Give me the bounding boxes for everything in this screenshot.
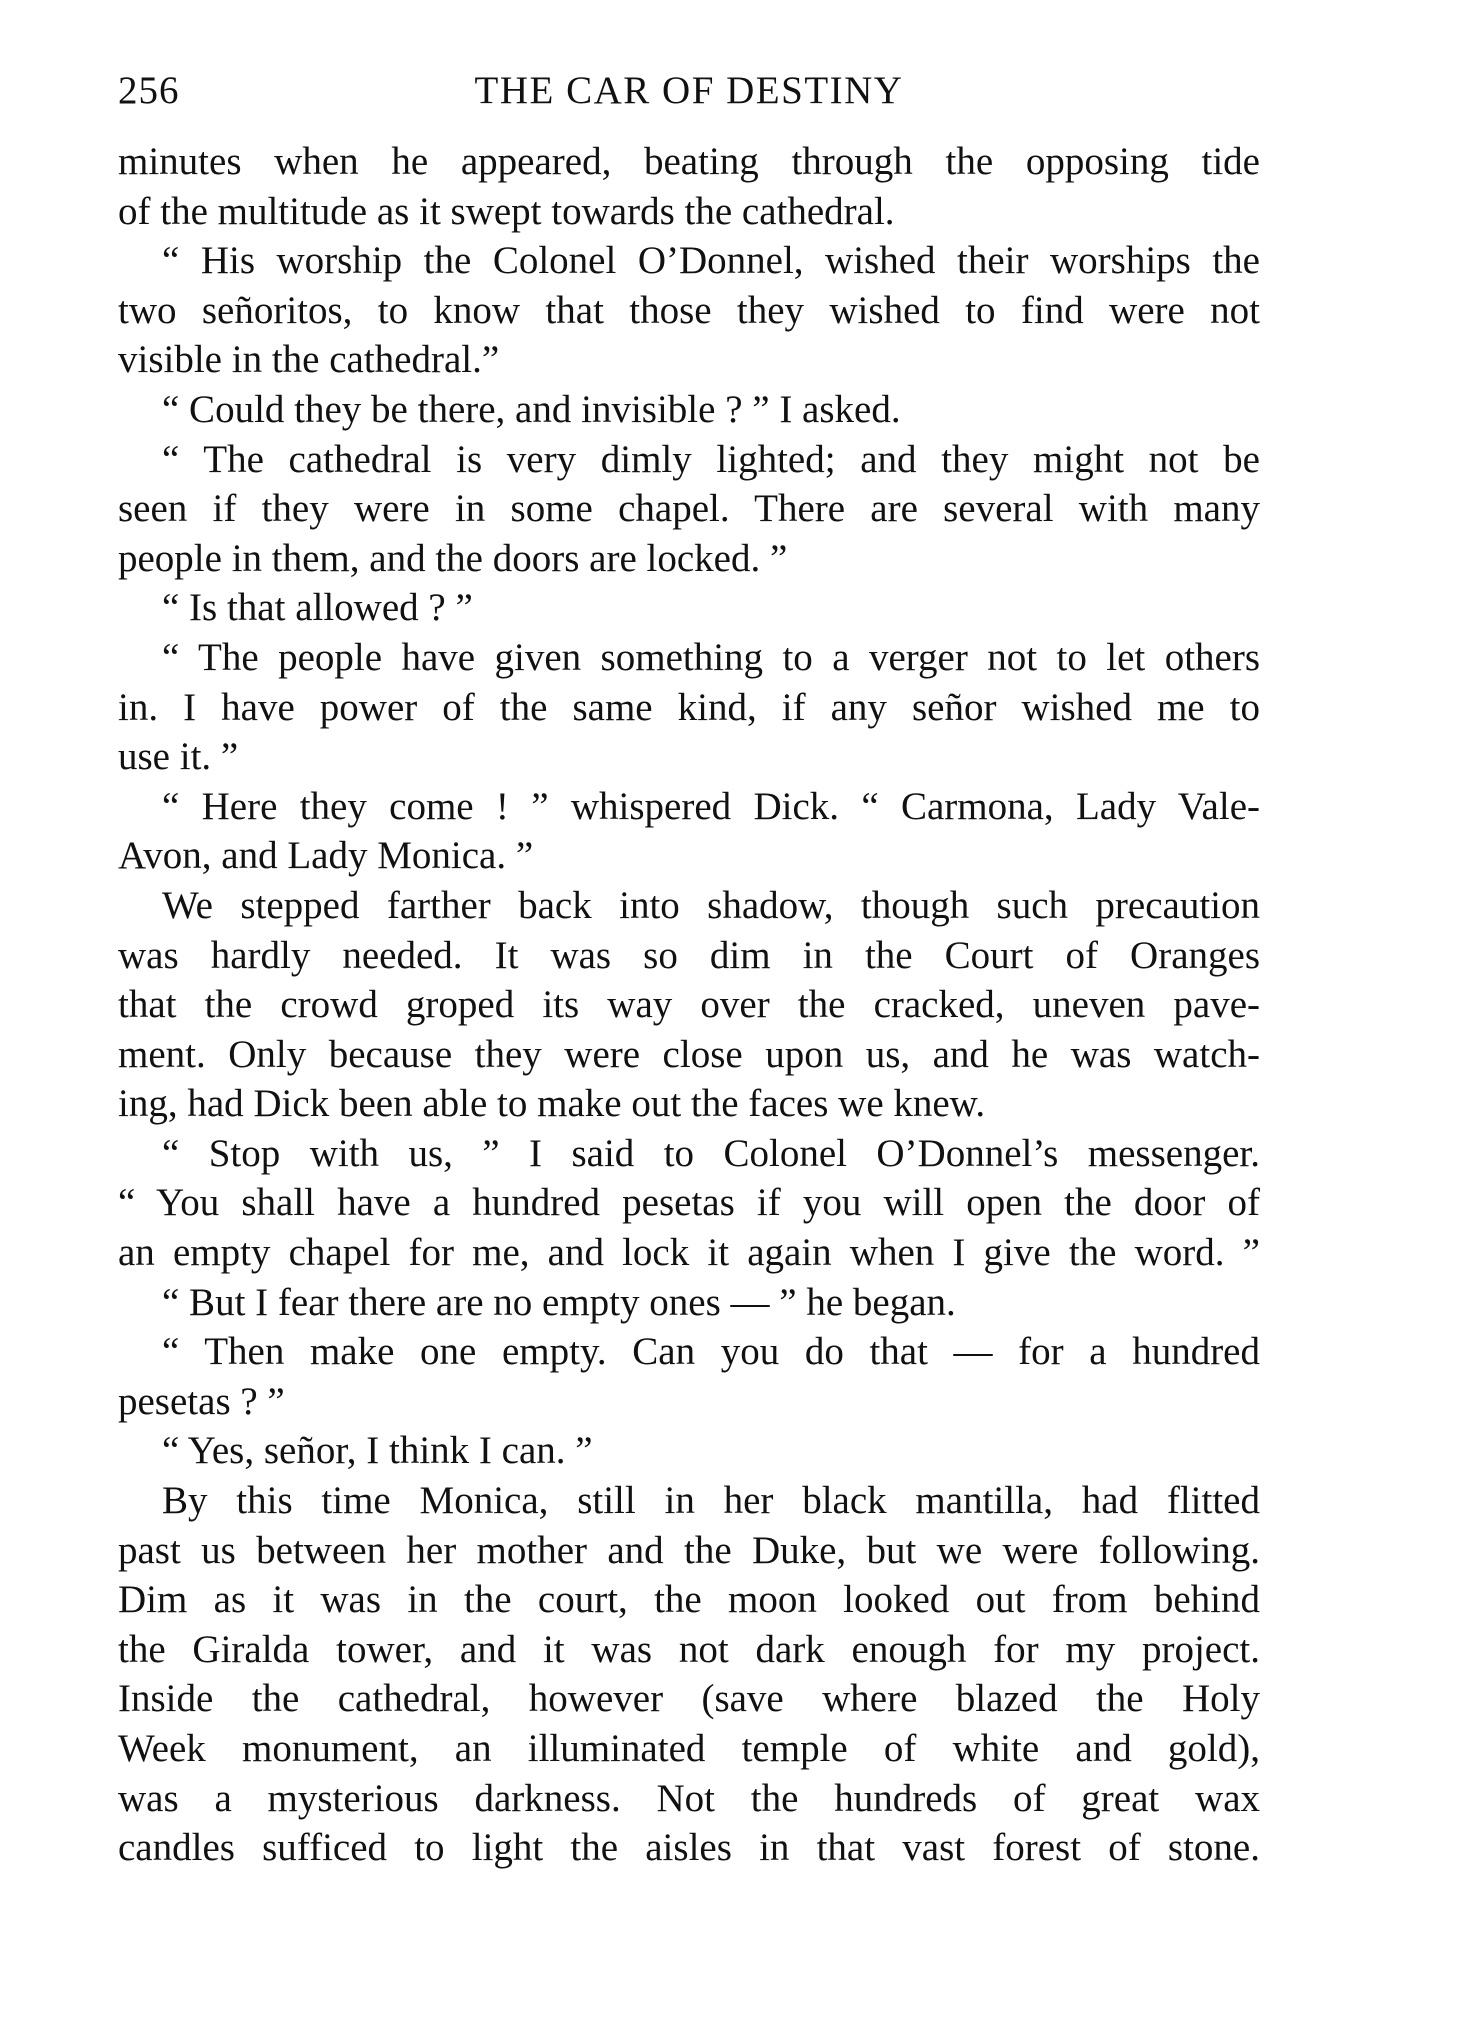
text-line: “ Here they come ! ” whispered Dick. “ Carmona, Lady Vale- [162,784,1260,828]
text-line: two señoritos, to know that those they wished to find were not [118,288,1260,332]
text-line: “ His worship the Colonel O’Donnel, wished their worships the [162,239,1260,283]
text-line: people in them, and the doors are locked. ” [118,536,788,580]
text-line: “ Could they be there, and invisible ? ” I asked. [162,387,901,431]
text-line: “ Is that allowed ? ” [162,586,473,630]
text-line: of the multitude as it swept towards the cathedral. [118,189,895,233]
text-line: Dim as it was in the court, the moon looked out from behind [118,1578,1260,1622]
text-line: was hardly needed. It was so dim in the Court of Oranges [118,933,1260,977]
text-line: “ Yes, señor, I think I can. ” [162,1429,593,1473]
text-line: “ But I fear there are no empty ones — ” he began. [162,1280,956,1324]
text-line: “ The people have given something to a verger not to let others [162,635,1260,679]
text-line: was a mysterious darkness. Not the hundreds of great wax [118,1776,1260,1820]
text-line: Week monument, an illuminated temple of white and gold), [118,1727,1260,1770]
text-line: “ The cathedral is very dimly lighted; and they might not be [162,437,1260,481]
text-line: an empty chapel for me, and lock it again when I give the word. ” [118,1231,1260,1275]
text-line: ment. Only because they were close upon us, and he was watch- [118,1032,1260,1076]
running-title: THE CAR OF DESTINY [474,69,904,112]
text-line: “ Then make one empty. Can you do that — for a hundred [162,1330,1260,1374]
text-line: ing, had Dick been able to make out the faces we knew. [118,1082,986,1126]
text-line: “ You shall have a hundred pesetas if you will open the door of [118,1181,1260,1225]
text-line: use it. ” [118,735,239,779]
text-line: candles sufficed to light the aisles in that vast forest of stone. [118,1826,1260,1870]
text-line: “ Stop with us, ” I said to Colonel O’Donnel’s messenger. [162,1131,1260,1175]
text-line: the Giralda tower, and it was not dark enough for my project. [118,1627,1260,1671]
page-number: 256 [118,69,180,112]
text-line: By this time Monica, still in her black mantilla, had flitted [162,1479,1260,1523]
text-line: minutes when he appeared, beating through the opposing tide [118,140,1260,183]
text-line: Avon, and Lady Monica. ” [118,834,534,878]
text-line: pesetas ? ” [118,1379,285,1423]
text-line: that the crowd groped its way over the cracked, uneven pave- [118,983,1260,1027]
text-line: visible in the cathedral.” [118,338,500,382]
text-line: past us between her mother and the Duke, but we were following. [118,1528,1260,1572]
text-line: Inside the cathedral, however (save where blazed the Holy [118,1677,1260,1721]
page-header [118,66,1260,116]
text-line: in. I have power of the same kind, if any señor wished me to [118,685,1260,729]
text-line: seen if they were in some chapel. There are several with many [118,487,1260,531]
text-line: We stepped farther back into shadow, though such precaution [162,883,1260,927]
body-text [118,137,1260,1873]
